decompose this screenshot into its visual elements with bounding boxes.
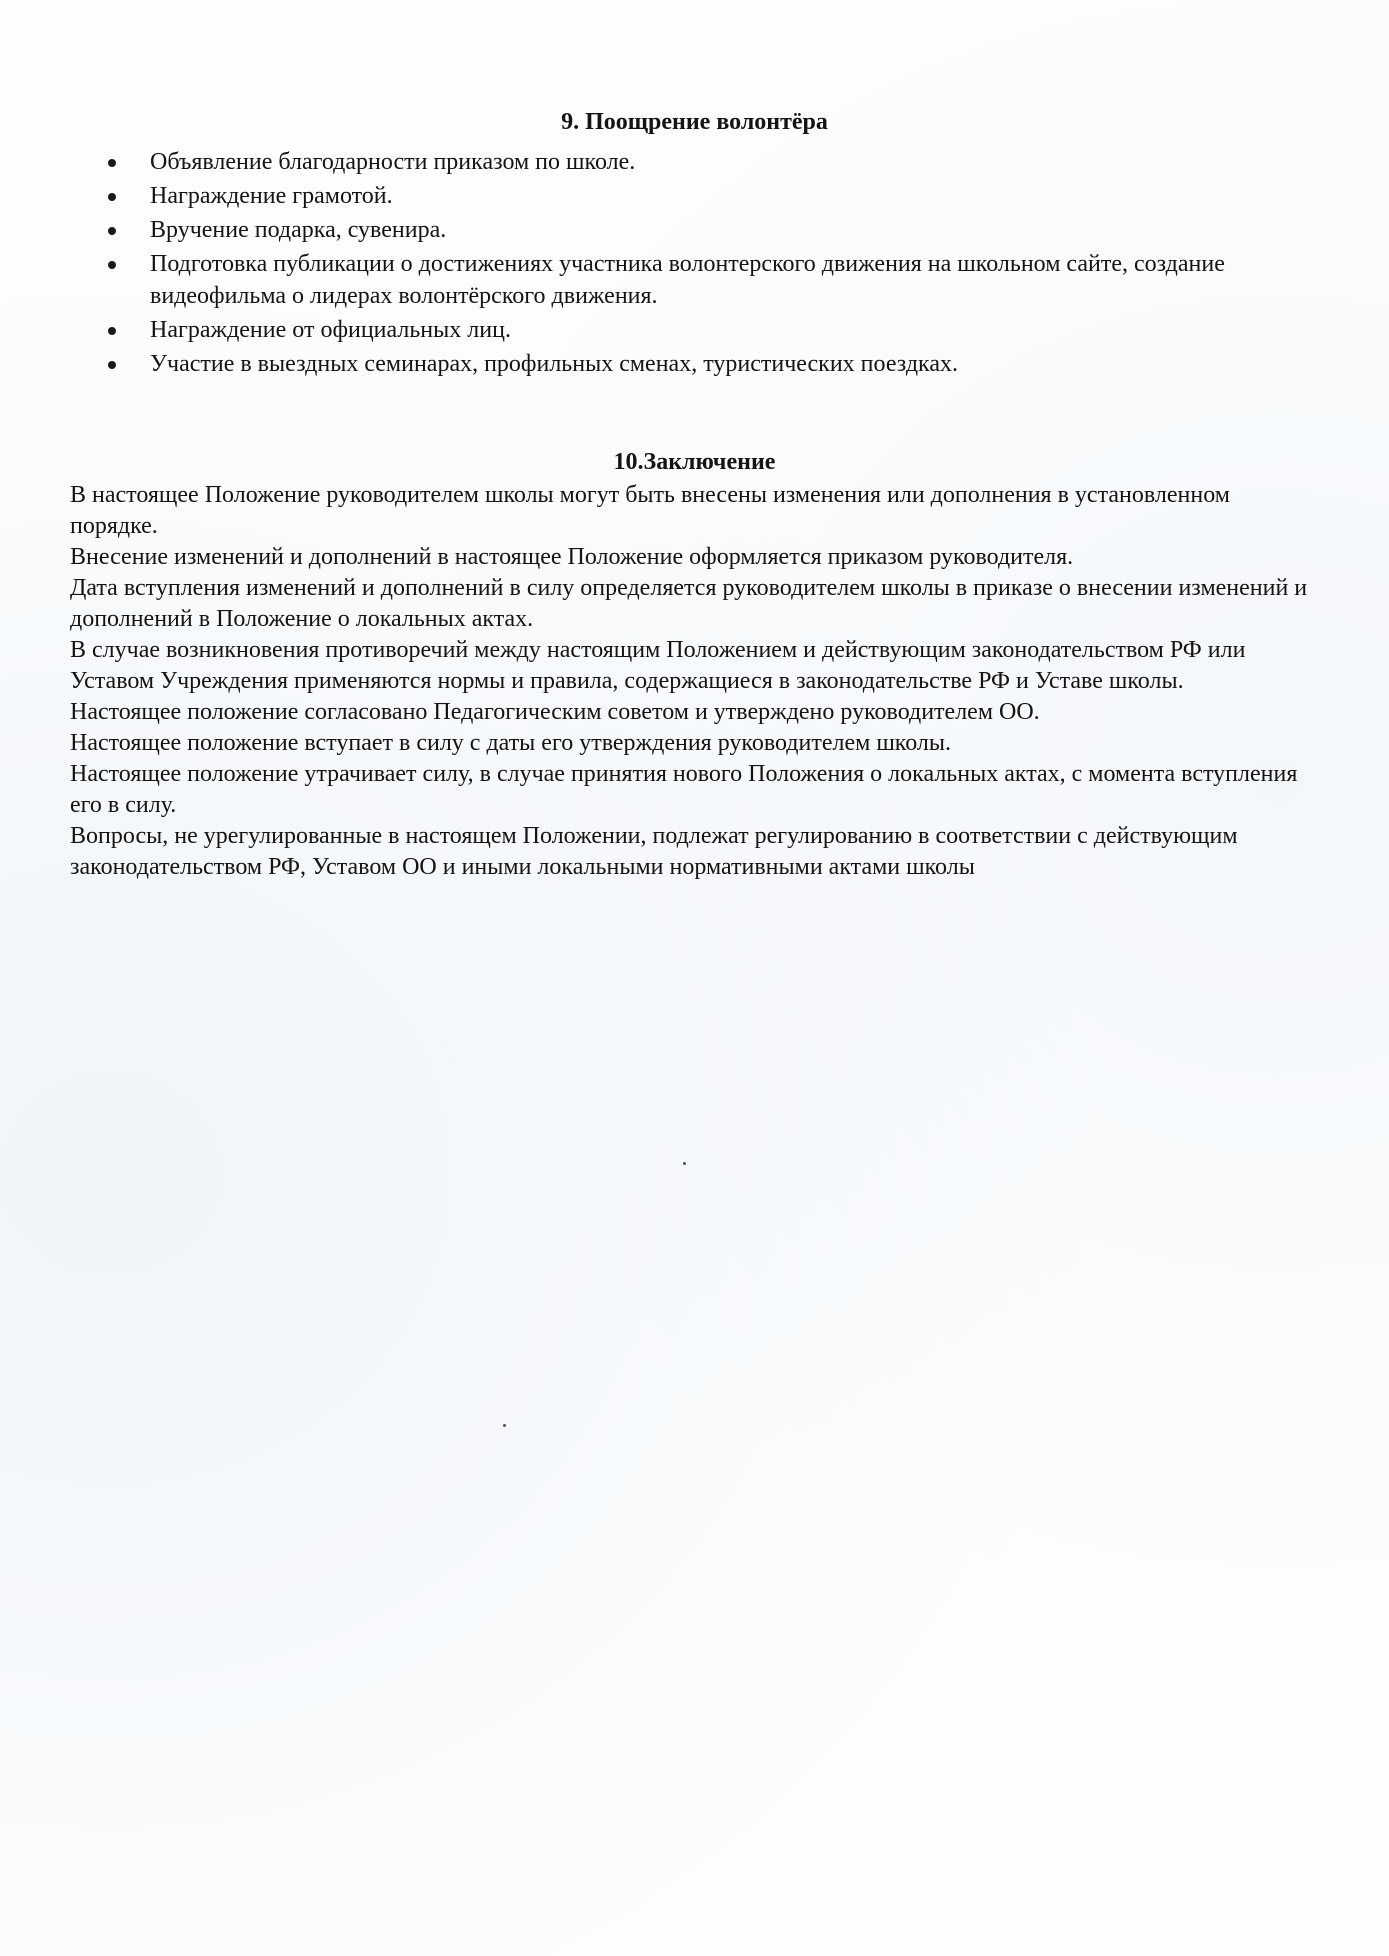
bullet-icon — [108, 361, 116, 369]
conclusion-paragraph: В случае возникновения противоречий между настоящим Положением и действующим законодательством РФ или Уставом Учреждения применяются нормы и правила, содержащиеся в законодательстве РФ и Уставе школы. — [70, 637, 1246, 694]
conclusion-paragraph: Настоящее положение утрачивает силу, в случае принятия нового Положения о локальных актах, с момента вступления его в силу. — [70, 761, 1298, 818]
section-conclusion — [0, 446, 1389, 883]
section-volunteer-rewards — [0, 106, 1389, 382]
section-9-title: 9. Поощрение волонтёра — [561, 109, 828, 135]
list-item-text: Вручение подарка, сувенира. — [150, 217, 447, 243]
scan-speck — [503, 1424, 506, 1427]
list-item-text: Награждение от официальных лиц. — [150, 317, 511, 343]
conclusion-paragraph: Внесение изменений и дополнений в настоящее Положение оформляется приказом руководителя. — [70, 544, 1074, 570]
bullet-icon — [108, 327, 116, 335]
list-item-text: Награждение грамотой. — [150, 183, 393, 209]
list-item-text: Участие в выездных семинарах, профильных сменах, туристических поездках. — [150, 351, 958, 377]
list-item-text: Подготовка публикации о достижениях участника волонтерского движения на школьном сайте, создание видеофильма о лидерах волонтёрского движения. — [150, 251, 1225, 309]
conclusion-paragraph: Дата вступления изменений и дополнений в силу определяется руководителем школы в приказе о внесении изменений и дополнений в Положение о локальных актах. — [70, 575, 1308, 632]
list-item — [0, 348, 1270, 380]
list-item — [0, 180, 1270, 212]
list-item — [0, 314, 1270, 346]
conclusion-paragraph: Настоящее положение согласовано Педагогическим советом и утверждено руководителем ОО. — [70, 699, 1040, 725]
conclusion-paragraph: В настоящее Положение руководителем школы могут быть внесены изменения или дополнения в установленном порядке. — [70, 482, 1230, 539]
bullet-icon — [108, 193, 116, 201]
bullet-icon — [108, 159, 116, 167]
bullet-icon — [108, 261, 116, 269]
rewards-list — [0, 146, 1389, 380]
list-item-text: Объявление благодарности приказом по школе. — [150, 149, 636, 175]
section-10-title: 10.Заключение — [613, 449, 776, 475]
conclusion-paragraph: Вопросы, не урегулированные в настоящем Положении, подлежат регулированию в соответствии с действующим законодательством РФ, Уставом ОО и иными локальными нормативными актами школы — [70, 823, 1238, 880]
list-item — [0, 146, 1270, 178]
list-item — [0, 214, 1270, 246]
list-item — [0, 248, 1270, 312]
bullet-icon — [108, 227, 116, 235]
scan-speck — [683, 1162, 686, 1165]
conclusion-paragraph: Настоящее положение вступает в силу с даты его утверждения руководителем школы. — [70, 730, 952, 756]
